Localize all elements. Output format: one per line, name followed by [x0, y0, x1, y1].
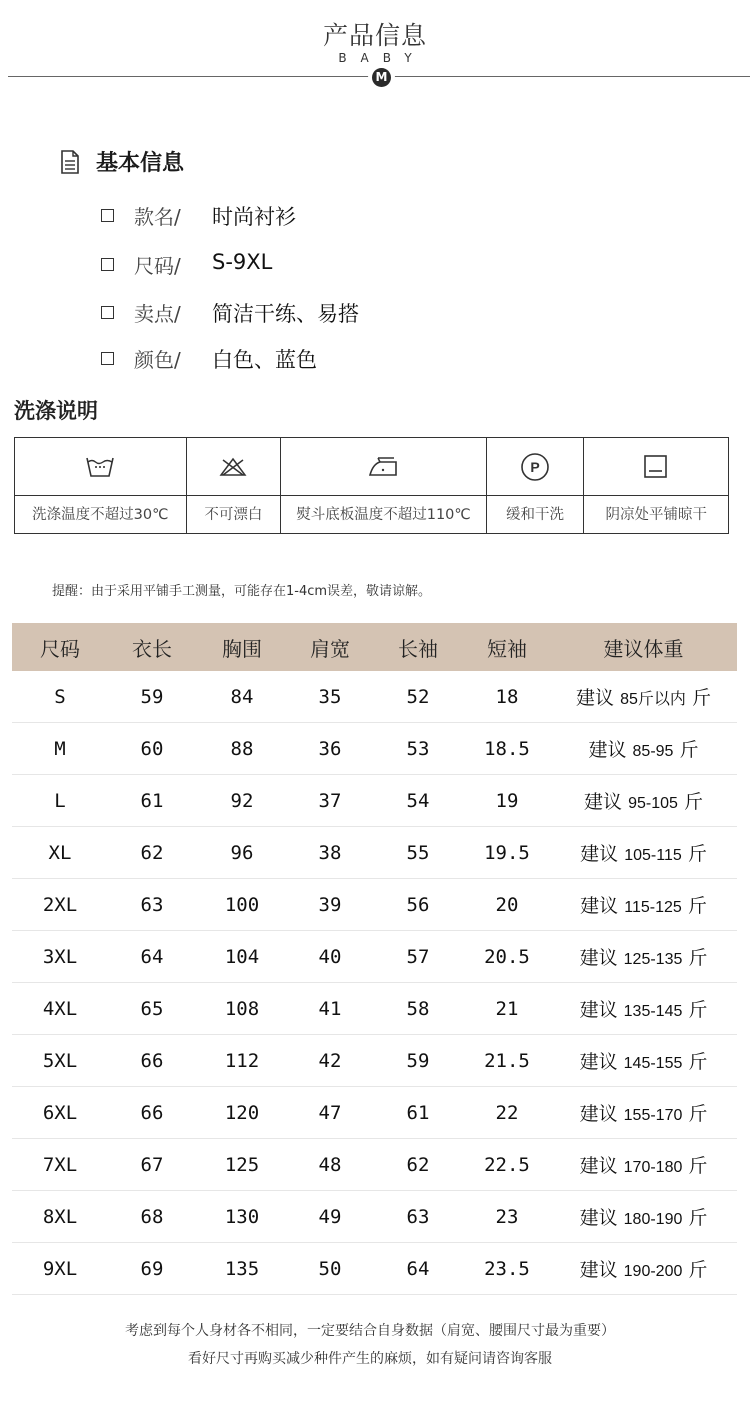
weight-unit: 斤	[683, 791, 703, 813]
table-row	[12, 1243, 737, 1295]
table-cell: 37	[318, 789, 342, 812]
table-cell: 8XL	[42, 1205, 78, 1228]
document-icon	[60, 150, 80, 174]
table-cell: XL	[48, 841, 72, 864]
weight-cell	[550, 735, 737, 762]
table-cell: M	[54, 737, 66, 760]
recommend-label: 建议	[579, 1103, 618, 1125]
weight-range: 190-200	[623, 1263, 683, 1280]
washing-cell	[584, 438, 728, 533]
checkbox-icon	[101, 306, 114, 319]
info-row-size	[100, 250, 600, 280]
dry-flat-icon	[643, 454, 669, 480]
table-row	[12, 827, 737, 879]
table-cell: 63	[406, 1205, 430, 1228]
table-cell: 96	[230, 841, 254, 864]
column-header: 长袖	[398, 636, 438, 661]
weight-range: 85斤以内	[620, 691, 686, 708]
table-cell: 61	[140, 789, 164, 812]
info-label: 款名/	[134, 205, 181, 229]
washing-label: 缓和干洗	[487, 495, 584, 535]
table-cell: 39	[318, 893, 342, 916]
weight-cell	[550, 683, 737, 710]
table-cell: 21	[495, 997, 519, 1020]
weight-range: 85-95	[632, 743, 674, 760]
table-cell: 2XL	[42, 893, 78, 916]
weight-unit: 斤	[688, 1051, 708, 1073]
info-row-color	[100, 344, 600, 374]
weight-unit: 斤	[687, 843, 707, 865]
weight-range: 155-170	[623, 1107, 683, 1124]
recommend-label: 建议	[580, 843, 619, 865]
table-cell: 20.5	[484, 945, 530, 968]
checkbox-icon	[101, 209, 114, 222]
info-value: 白色、蓝色	[212, 348, 317, 372]
size-table	[12, 623, 737, 1295]
table-cell: 65	[140, 997, 164, 1020]
table-cell: 23.5	[484, 1257, 530, 1280]
table-cell: 64	[140, 945, 164, 968]
table-cell: 7XL	[42, 1153, 78, 1176]
weight-range: 145-155	[623, 1055, 683, 1072]
washing-title: 洗涤说明	[14, 399, 98, 423]
recommend-label: 建议	[579, 1051, 618, 1073]
weight-cell	[550, 891, 737, 918]
weight-unit: 斤	[688, 947, 708, 969]
table-cell: 19.5	[484, 841, 530, 864]
wash-30-icon	[85, 455, 115, 479]
table-cell: 57	[406, 945, 430, 968]
table-cell: 41	[318, 997, 342, 1020]
table-cell: 104	[224, 945, 260, 968]
table-cell: 62	[140, 841, 164, 864]
table-cell: 52	[406, 685, 430, 708]
weight-cell	[550, 943, 737, 970]
table-cell: 20	[495, 893, 519, 916]
table-cell: 47	[318, 1101, 342, 1124]
table-cell: 38	[318, 841, 342, 864]
weight-range: 170-180	[623, 1159, 683, 1176]
table-cell: 62	[406, 1153, 430, 1176]
column-header: 衣长	[132, 636, 172, 661]
recommend-label: 建议	[584, 791, 623, 813]
table-cell: 42	[318, 1049, 342, 1072]
table-cell: 108	[224, 997, 260, 1020]
recommend-label: 建议	[579, 1207, 618, 1229]
table-body	[12, 671, 737, 1295]
weight-unit: 斤	[691, 687, 711, 709]
weight-unit: 斤	[679, 739, 699, 761]
table-cell: 35	[318, 685, 342, 708]
footer-note-2: 看好尺寸再购买减少种件产生的麻烦，如有疑问请咨询客服	[188, 1351, 552, 1367]
table-cell: 66	[140, 1049, 164, 1072]
info-label: 卖点/	[134, 302, 181, 326]
table-cell: 48	[318, 1153, 342, 1176]
table-cell: 63	[140, 893, 164, 916]
column-header: 短袖	[487, 636, 527, 661]
checkbox-icon	[101, 352, 114, 365]
recommend-label: 建议	[576, 687, 615, 709]
recommend-label: 建议	[579, 947, 618, 969]
column-header: 尺码	[40, 636, 80, 661]
table-cell: 61	[406, 1101, 430, 1124]
weight-range: 95-105	[628, 795, 678, 812]
info-value: 时尚衬衫	[212, 205, 296, 229]
table-row	[12, 1139, 737, 1191]
recommend-label: 建议	[579, 999, 618, 1021]
weight-cell	[550, 1255, 737, 1282]
table-cell: 9XL	[42, 1257, 78, 1280]
page-title: 产品信息	[322, 21, 427, 50]
table-row	[12, 931, 737, 983]
table-row	[12, 775, 737, 827]
table-cell: 21.5	[484, 1049, 530, 1072]
washing-cell	[187, 438, 282, 533]
recommend-label: 建议	[588, 739, 627, 761]
table-row	[12, 1191, 737, 1243]
washing-label: 洗涤温度不超过30℃	[15, 495, 186, 535]
table-cell: 6XL	[42, 1101, 78, 1124]
table-cell: 18	[495, 685, 519, 708]
table-cell: S	[54, 685, 66, 708]
svg-text:P: P	[530, 458, 540, 475]
table-cell: 66	[140, 1101, 164, 1124]
washing-cell	[15, 438, 187, 533]
table-row	[12, 879, 737, 931]
weight-range: 180-190	[623, 1211, 683, 1228]
table-cell: 88	[230, 737, 254, 760]
table-cell: 59	[140, 685, 164, 708]
table-cell: 92	[230, 789, 254, 812]
table-header	[12, 623, 737, 671]
washing-label: 不可漂白	[187, 495, 281, 535]
table-cell: 4XL	[42, 997, 78, 1020]
washing-cell	[487, 438, 585, 533]
info-label: 颜色/	[134, 348, 181, 372]
washing-table	[14, 437, 729, 534]
washing-cell	[281, 438, 486, 533]
column-header: 胸围	[222, 636, 262, 661]
table-cell: 100	[224, 893, 260, 916]
washing-label: 阴凉处平铺晾干	[584, 495, 728, 535]
page-subtitle: BABY	[338, 51, 426, 65]
table-cell: 60	[140, 737, 164, 760]
info-row-style	[100, 201, 600, 231]
table-row	[12, 1087, 737, 1139]
table-cell: 112	[224, 1049, 260, 1072]
column-header: 肩宽	[310, 636, 350, 661]
table-cell: 135	[224, 1257, 260, 1280]
basic-info-title: 基本信息	[96, 151, 185, 176]
table-cell: 54	[406, 789, 430, 812]
table-cell: 40	[318, 945, 342, 968]
weight-cell	[550, 995, 737, 1022]
weight-range: 125-135	[623, 951, 683, 968]
weight-unit: 斤	[688, 999, 708, 1021]
weight-range: 135-145	[623, 1003, 683, 1020]
table-cell: 55	[406, 841, 430, 864]
table-cell: 23	[495, 1205, 519, 1228]
weight-cell	[550, 1151, 737, 1178]
weight-unit: 斤	[687, 895, 707, 917]
table-cell: 19	[495, 789, 519, 812]
table-cell: 120	[224, 1101, 260, 1124]
table-cell: 84	[230, 685, 254, 708]
weight-cell	[550, 1203, 737, 1230]
recommend-label: 建议	[579, 1155, 618, 1177]
table-cell: 125	[224, 1153, 260, 1176]
table-cell: 58	[406, 997, 430, 1020]
table-cell: 64	[406, 1257, 430, 1280]
table-cell: 5XL	[42, 1049, 78, 1072]
table-cell: 67	[140, 1153, 164, 1176]
table-row	[12, 983, 737, 1035]
table-cell: 68	[140, 1205, 164, 1228]
weight-unit: 斤	[688, 1155, 708, 1177]
weight-unit: 斤	[688, 1207, 708, 1229]
no-bleach-icon	[218, 456, 248, 478]
footer-note-1: 考虑到每个人身材各不相同，一定要结合自身数据（肩宽、腰围尺寸最为重要）	[125, 1323, 615, 1339]
weight-cell	[550, 839, 737, 866]
column-header: 建议体重	[603, 636, 684, 661]
table-cell: 130	[224, 1205, 260, 1228]
weight-range: 105-115	[624, 847, 682, 864]
info-value: S-9XL	[212, 250, 273, 274]
table-cell: 3XL	[42, 945, 78, 968]
table-row	[12, 723, 737, 775]
weight-cell	[550, 787, 737, 814]
table-cell: L	[54, 789, 66, 812]
table-cell: 18.5	[484, 737, 530, 760]
weight-unit: 斤	[688, 1103, 708, 1125]
checkbox-icon	[101, 258, 114, 271]
table-cell: 22.5	[484, 1153, 530, 1176]
table-cell: 49	[318, 1205, 342, 1228]
recommend-label: 建议	[579, 1259, 618, 1281]
table-cell: 59	[406, 1049, 430, 1072]
weight-cell	[550, 1099, 737, 1126]
recommend-label: 建议	[580, 895, 619, 917]
header-badge: M	[372, 68, 391, 87]
washing-label: 熨斗底板温度不超过110℃	[281, 495, 485, 535]
weight-range: 115-125	[624, 899, 682, 916]
table-cell: 50	[318, 1257, 342, 1280]
table-row	[12, 1035, 737, 1087]
table-row	[12, 671, 737, 723]
table-cell: 53	[406, 737, 430, 760]
table-cell: 22	[495, 1101, 519, 1124]
table-cell: 36	[318, 737, 342, 760]
weight-unit: 斤	[688, 1259, 708, 1281]
iron-icon	[367, 456, 399, 478]
table-cell: 69	[140, 1257, 164, 1280]
table-cell: 56	[406, 893, 430, 916]
info-row-selling-point	[100, 298, 600, 328]
measurement-notice: 提醒：由于采用平铺手工测量，可能存在1-4cm误差，敬请谅解。	[52, 584, 432, 599]
weight-cell	[550, 1047, 737, 1074]
info-label: 尺码/	[134, 254, 181, 278]
dry-clean-p-icon	[520, 452, 550, 482]
info-value: 简洁干练、易搭	[212, 302, 359, 326]
